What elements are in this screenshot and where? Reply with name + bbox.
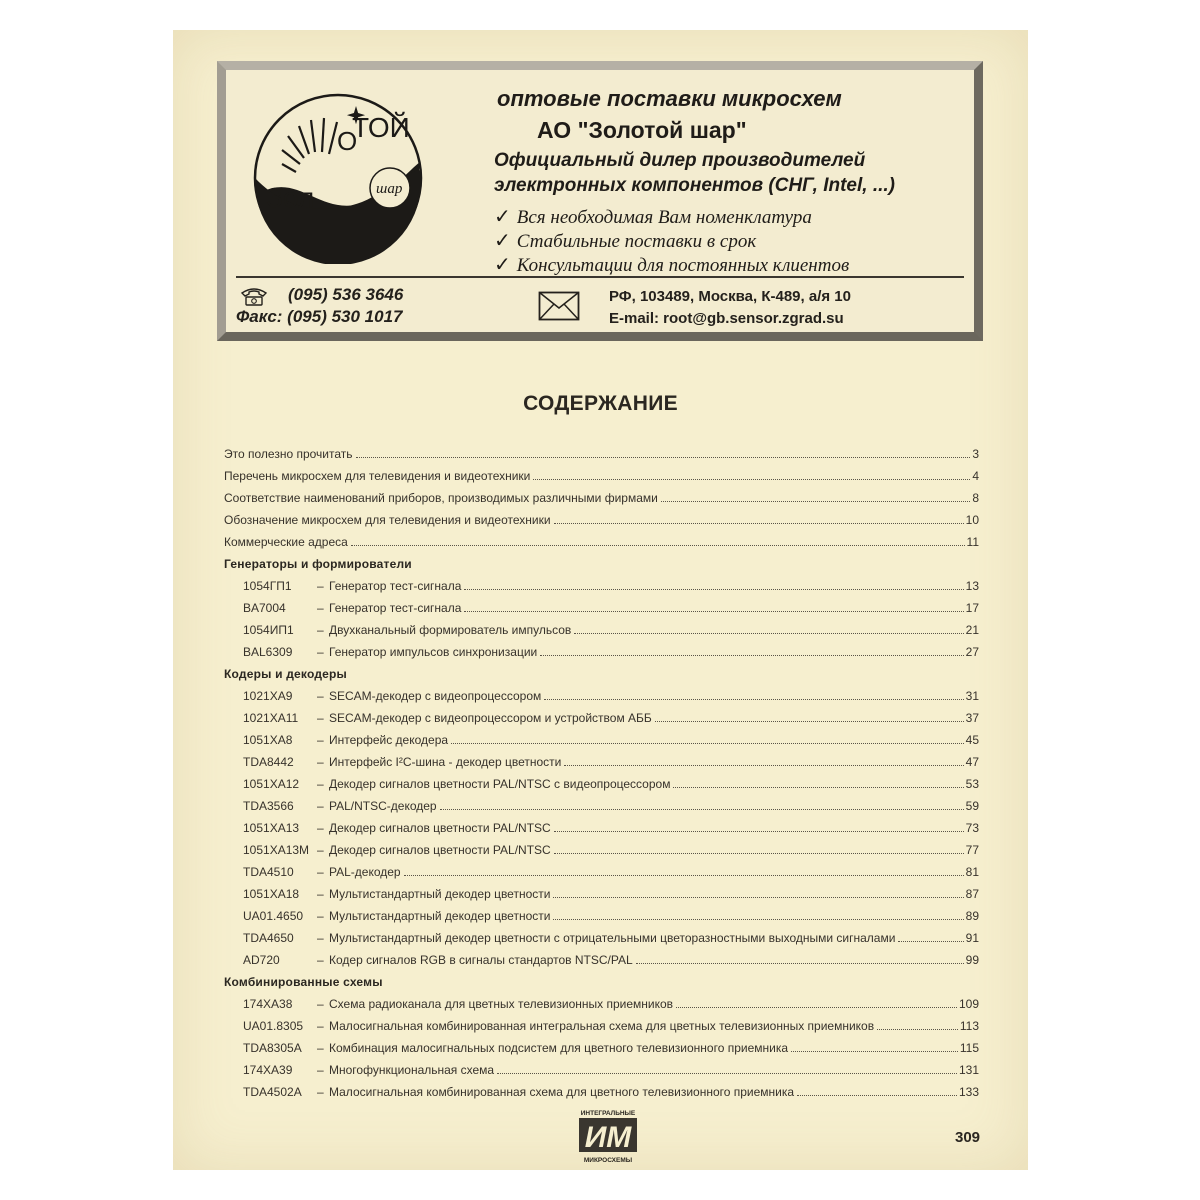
toc-entry-label: PAL/NTSC-декодер [329,799,437,813]
toc-entry [224,945,979,967]
toc-entry-chip-code: 1054ИП1 [243,623,294,637]
envelope-icon [538,291,580,321]
toc-entry-dash: – [317,997,324,1011]
toc-page-number: 133 [958,1085,979,1099]
toc-section-heading: Комбинированные схемы [224,975,383,989]
toc-entry [224,439,979,461]
toc-entry-chip-code: 174ХА38 [243,997,293,1011]
toc-entry-label: Интерфейс I²C-шина - декодер цветности [329,755,562,769]
toc-entry-label: PAL-декодер [329,865,401,879]
toc-dot-leader [451,742,964,744]
toc-page-number: 21 [965,623,979,637]
toc-dot-leader [540,654,963,656]
toc-entry [224,747,979,769]
toc-dot-leader [574,632,963,634]
toc-section-heading: Кодеры и декодеры [224,667,347,681]
toc-entry-dash: – [317,1063,324,1077]
toc-entry-label: Обозначение микросхем для телевидения и видеотехники [224,513,551,527]
toc-dot-leader [356,456,971,458]
toc-entry-label: Декодер сигналов цветности PAL/NTSC [329,843,551,857]
toc-entry [224,527,979,549]
ad-dealer-line-1: Официальный дилер производителей [494,150,866,171]
toc-entry-label: Декодер сигналов цветности PAL/NTSC [329,821,551,835]
toc-dot-leader [464,588,963,590]
email-address: E-mail: root@gb.sensor.zgrad.su [609,310,844,327]
toc-entry-label: SECAM-декодер с видеопроцессором [329,689,542,703]
toc-dot-leader [533,478,970,480]
logo-text-side: Зол [266,182,315,213]
toc-entry-chip-code: 174ХА39 [243,1063,293,1077]
toc-entry-chip-code: TDA8305A [243,1041,302,1055]
toc-entry-chip-code: BA7004 [243,601,286,615]
toc-entry [224,813,979,835]
toc-entry [224,461,979,483]
toc-page-number: 53 [965,777,979,791]
toc-entry-dash: – [317,755,324,769]
check-mark-icon: ✓ [494,228,511,252]
book-page [173,30,1028,1170]
toc-entry-dash: – [317,689,324,703]
toc-dot-leader [655,720,964,722]
toc-entry-chip-code: 1021ХА9 [243,689,293,703]
toc-entry [224,1033,979,1055]
toc-entry-label: Двухканальный формирователь импульсов [329,623,572,637]
golden-ball-logo [252,92,424,264]
toc-page-number: 109 [958,997,979,1011]
toc-entry-chip-code: UA01.8305 [243,1019,304,1033]
logo-letter: О [337,126,358,156]
toc-page-number: 8 [972,491,979,505]
toc-entry-label: Коммерческие адреса [224,535,348,549]
toc-entry-dash: – [317,1085,324,1099]
toc-dot-leader [898,940,963,942]
toc-entry [224,703,979,725]
toc-entry [224,769,979,791]
toc-entry [224,725,979,747]
ad-dealer-line-2: электронных компонентов (СНГ, Intel, ...) [494,175,895,196]
ad-bullet: ✓ Консультации для постоянных клиентов [494,252,850,276]
toc-entry-chip-code: UA01.4650 [243,909,304,923]
toc-entry-chip-code: TDA4650 [243,931,294,945]
toc-entry-dash: – [317,931,324,945]
toc-entry-label: Это полезно прочитать [224,447,353,461]
toc-entry [224,835,979,857]
toc-entry-chip-code: TDA8442 [243,755,294,769]
toc-dot-leader [791,1050,958,1052]
toc-page-number: 77 [965,843,979,857]
toc-entry-dash: – [317,887,324,901]
toc-entry-dash: – [317,777,324,791]
toc-entry [224,901,979,923]
toc-entry-chip-code: BAL6309 [243,645,293,659]
toc-entry-dash: – [317,601,324,615]
toc-entry [224,857,979,879]
toc-entry-label: Схема радиоканала для цветных телевизионных приемников [329,997,674,1011]
toc-page-number: 99 [965,953,979,967]
toc-dot-leader [464,610,963,612]
toc-page-number: 91 [965,931,979,945]
toc-page-number: 31 [965,689,979,703]
toc-entry [224,637,979,659]
toc-entry-chip-code: TDA4502A [243,1085,302,1099]
toc-dot-leader [544,698,963,700]
toc-entry-dash: – [317,843,324,857]
toc-page-number: 4 [972,469,979,483]
ad-headline: оптовые поставки микросхем [497,86,842,111]
toc-entry-label: Интерфейс декодера [329,733,449,747]
toc-entry-chip-code: 1051ХА13М [243,843,310,857]
toc-entry [224,791,979,813]
toc-entry-dash: – [317,733,324,747]
toc-dot-leader [673,786,963,788]
ad-divider [236,276,964,278]
toc-entry [224,879,979,901]
toc-page-number: 87 [965,887,979,901]
ad-bullet: ✓ Вся необходимая Вам номенклатура [494,204,812,228]
toc-page-number: 89 [965,909,979,923]
toc-page-number: 10 [965,513,979,527]
toc-entry-label: Перечень микросхем для телевидения и видеотехники [224,469,531,483]
toc-dot-leader [554,830,964,832]
toc-entry-chip-code: TDA4510 [243,865,294,879]
toc-entry [224,923,979,945]
toc-entry-dash: – [317,1041,324,1055]
toc-entry-chip-code: 1021ХА11 [243,711,299,725]
toc-dot-leader [497,1072,957,1074]
logo-text-top: ТОЙ [352,112,410,143]
toc-dot-leader [554,852,964,854]
footer-logo-top-text: ИНТЕГРАЛЬНЫЕ [580,1110,636,1117]
telephone-icon [240,287,268,307]
toc-entry-label: Соответствие наименований приборов, производимых различными фирмами [224,491,658,505]
toc-entry [224,615,979,637]
ad-bullet: ✓ Стабильные поставки в срок [494,228,757,252]
phone-number: (095) 536 3646 [288,285,404,304]
toc-entry [224,1077,979,1099]
toc-entry-chip-code: 1051ХА12 [243,777,300,791]
toc-entry-chip-code: AD720 [243,953,280,967]
page-number: 309 [955,1129,981,1146]
toc-dot-leader [797,1094,957,1096]
toc-entry-dash: – [317,821,324,835]
toc-page-number: 27 [965,645,979,659]
toc-dot-leader [661,500,970,502]
toc-entry-chip-code: TDA3566 [243,799,294,813]
advertisement-block [217,61,983,341]
toc-entry [224,483,979,505]
toc-page-number: 81 [965,865,979,879]
toc-page-number: 37 [965,711,979,725]
toc-page-number: 13 [965,579,979,593]
toc-entry-label: Мультистандартный декодер цветности [329,909,551,923]
toc-dot-leader [636,962,964,964]
toc-entry-label: Генератор импульсов синхронизации [329,645,538,659]
footer-logo-mark: ИМ [584,1121,632,1154]
toc-entry-dash: – [317,1019,324,1033]
toc-entry-dash: – [317,623,324,637]
toc-dot-leader [554,522,964,524]
toc-page-number: 11 [966,535,979,549]
toc-entry-label: Декодер сигналов цветности PAL/NTSC с видеопроцессором [329,777,671,791]
toc-page-number: 17 [965,601,979,615]
toc-entry-label: Генератор тест-сигнала [329,601,462,615]
toc-entry [224,1055,979,1077]
toc-entry-dash: – [317,865,324,879]
toc-entry-chip-code: 1051ХА8 [243,733,293,747]
toc-dot-leader [404,874,964,876]
toc-entry-label: Кодер сигналов RGB в сигналы стандартов NTSC/PAL [329,953,633,967]
toc-page-number: 45 [965,733,979,747]
toc-page-number: 73 [965,821,979,835]
toc-page-number: 47 [965,755,979,769]
fax-number: Факс: (095) 530 1017 [236,307,403,326]
toc-dot-leader [351,544,965,546]
integral-microcircuits-logo [573,1107,643,1165]
toc-section-heading: Генераторы и формирователи [224,557,412,571]
toc-entry [224,681,979,703]
ad-company-name: АО "Золотой шар" [537,117,747,143]
toc-entry-label: SECAM-декодер с видеопроцессором и устройством АББ [329,711,652,725]
toc-entry-dash: – [317,799,324,813]
check-mark-icon: ✓ [494,252,511,276]
toc-dot-leader [553,896,963,898]
toc-page-number: 113 [959,1019,979,1033]
toc-entry-label: Генератор тест-сигнала [329,579,462,593]
toc-entry [224,505,979,527]
check-mark-icon: ✓ [494,204,511,228]
toc-entry-label: Малосигнальная комбинированная схема для цветного телевизионного приемника [329,1085,795,1099]
toc-page-number: 59 [965,799,979,813]
toc-entry-dash: – [317,909,324,923]
toc-entry-label: Малосигнальная комбинированная интегральная схема для цветных телевизионных приемников [329,1019,875,1033]
toc-entry-dash: – [317,579,324,593]
toc-dot-leader [877,1028,958,1030]
toc-page-number: 3 [972,447,979,461]
toc-entry [224,593,979,615]
toc-entry-chip-code: 1054ГП1 [243,579,292,593]
toc-entry-label: Мультистандартный декодер цветности [329,887,551,901]
postal-address: РФ, 103489, Москва, К-489, а/я 10 [609,288,851,305]
toc-entry [224,571,979,593]
toc-entry-label: Многофункциональная схема [329,1063,495,1077]
toc-entry-dash: – [317,711,324,725]
toc-entry-dash: – [317,953,324,967]
contents-title: СОДЕРЖАНИЕ [523,392,678,415]
toc-page-number: 131 [958,1063,979,1077]
toc-dot-leader [440,808,964,810]
toc-dot-leader [676,1006,957,1008]
table-of-contents [224,439,979,1099]
toc-entry-dash: – [317,645,324,659]
toc-entry-chip-code: 1051ХА13 [243,821,300,835]
toc-entry [224,1011,979,1033]
toc-dot-leader [553,918,963,920]
toc-entry-label: Мультистандартный декодер цветности с отрицательными цветоразностными выходными сигналами [329,931,896,945]
toc-entry [224,989,979,1011]
footer-logo-bottom-text: МИКРОСХЕМЫ [583,1157,633,1164]
toc-page-number: 115 [959,1041,979,1055]
logo-text-small: шар [376,181,403,197]
toc-dot-leader [564,764,963,766]
toc-entry-label: Комбинация малосигнальных подсистем для цветного телевизионного приемника [329,1041,789,1055]
toc-entry-chip-code: 1051ХА18 [243,887,300,901]
